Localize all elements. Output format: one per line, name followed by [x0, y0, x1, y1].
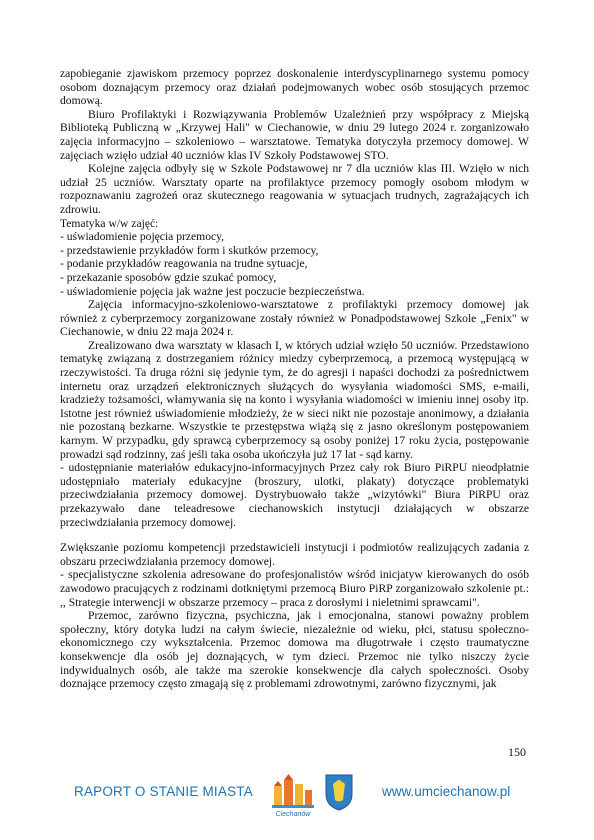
section-heading: Zwiększanie poziomu kompetencji przedstawicieli instytucji i podmiotów realizujących zadania z obszaru przeciwdziałania przemocy domowej.: [60, 541, 529, 568]
report-body: [60, 67, 529, 691]
paragraph: Zajęcia informacyjno-szkoleniowo-warsztatowe z profilaktyki przemocy domowej jak również z cyberprzemocy zorganizowane zostały również w Ponadpodstawowej Szkole „Fenix" w Ciechanowie, w dniu 22 maja 2024 r.: [60, 298, 529, 339]
list-heading: Tematyka w/w zajęć:: [60, 216, 159, 230]
list-item: - uświadomienie pojęcia jak ważne jest poczucie bezpieczeństwa.: [60, 284, 365, 298]
footer-website-link[interactable]: www.umciechanow.pl: [382, 784, 511, 799]
city-crest-icon: [324, 772, 354, 812]
page-footer: [0, 772, 594, 822]
city-logo-icon: [268, 772, 318, 818]
paragraph: Kolejne zajęcia odbyły się w Szkole Podstawowej nr 7 dla uczniów klas III. Wzięło w nich udział 25 uczniów. Warsztaty oparte na profilaktyce przemocy pomogły osobom młodym w rozpoznawaniu zagrożeń oraz skutecznego reagowania w sytuacjach trudnych, zagrażających ich zdrowiu.: [60, 162, 529, 216]
paragraph: zapobieganie zjawiskom przemocy poprzez doskonalenie interdyscyplinarnego systemu pomocy osobom doznającym przemocy oraz działań podejmowanych wobec osób stosujących przemoc domową.: [60, 67, 529, 108]
paragraph-gap: [60, 529, 529, 541]
page-number: 150: [508, 745, 526, 759]
list-item: - podanie przykładów reagowania na trudne sytuacje,: [60, 257, 308, 271]
list-item: - uświadomienie pojęcia przemocy,: [60, 230, 225, 244]
city-logo-text: Ciechanów: [275, 811, 311, 818]
paragraph: - udostępnianie materiałów edukacyjno-informacyjnych Przez cały rok Biuro PiRPU nieodpłatnie udostępniało materiały edukacyjne (broszury, ulotki, plakaty) dotyczące problematyki przeciwdziałania przemocy domowej. Dystrybuowało także „wizytówki" Biura PiRPU oraz przekazywało dane teleadresowe ciechanowskich instytucji działających w obszarze przeciwdziałania przemocy domowej.: [60, 461, 529, 529]
list-item: - przedstawienie przykładów form i skutków przemocy,: [60, 243, 319, 257]
paragraph: Biuro Profilaktyki i Rozwiązywania Problemów Uzależnień przy współpracy z Miejską Biblioteką Publiczną w „Krzywej Hali" w Ciechanowie, w dniu 29 lutego 2024 r. zorganizowało zajęcia informacyjno – szkoleniowo – warsztatowe. Tematyka dotyczyła przemocy domowej. W zajęciach wzięło udział 40 uczniów klas IV Szkoły Podstawowej STO.: [60, 107, 529, 162]
footer-report-title: RAPORT O STANIE MIASTA: [74, 784, 253, 799]
paragraph: Przemoc, zarówno fizyczna, psychiczna, jak i emocjonalna, stanowi poważny problem społeczny, który dotyka ludzi na całym świecie, niezależnie od wieku, płci, statusu społeczno-ekonomicznego czy wykształcenia. Przemoc domowa ma długotrwałe i często traumatyczne konsekwencje dla osób jej doznających, w tym dzieci. Przemoc nie tylko niszczy życie indywidualnych osób, ale także ma szerokie konsekwencje dla całych społeczności. Osoby doznające przemocy często zmagają się z problemami zdrowotnymi, zarówno fizycznymi, jak: [60, 609, 529, 691]
list-item: - przekazanie sposobów gdzie szukać pomocy,: [60, 270, 277, 284]
paragraph: - specjalistyczne szkolenia adresowane do profesjonalistów wśród inicjatyw kierowanych do osób zawodowo pracujących z rodzinami dotkniętymi przemocą Biuro PiRP zorganizowało szkolenie pt.: ,, Strategie interwencji w obszarze przemocy – praca z dorosłymi i nieletnimi sprawcami".: [60, 568, 529, 609]
paragraph: Zrealizowano dwa warsztaty w klasach I, w których udział wzięło 50 uczniów. Przedstawiono tematykę związaną z dostrzeganiem różnicy miedzy cyberprzemocą, a przemocą występującą w rzeczywistości. Ta druga różni się jedynie tym, że do agresji i napaści dochodzi za pośrednictwem internetu oraz urządzeń elektronicznych służących do wysyłania wiadomości SMS, e-maili, kradzieży tożsamości, włamywania się na konto i wysyłania wiadomości w imieniu innej osoby itp. Istotne jest również uświadomienie młodzieży, że w sieci nikt nie pozostaje anonimowy, a działania nie pozostaną bezkarne. Wszystkie te przestępstwa wiążą się z jasno określonym postępowaniem karnym. W przypadku, gdy sprawcą cyberprzemocy są osoby poniżej 17 roku życia, postępowanie prowadzi sąd rodzinny, zaś jeśli taka osoba ukończyła już 17 lat - sąd karny.: [60, 338, 529, 461]
